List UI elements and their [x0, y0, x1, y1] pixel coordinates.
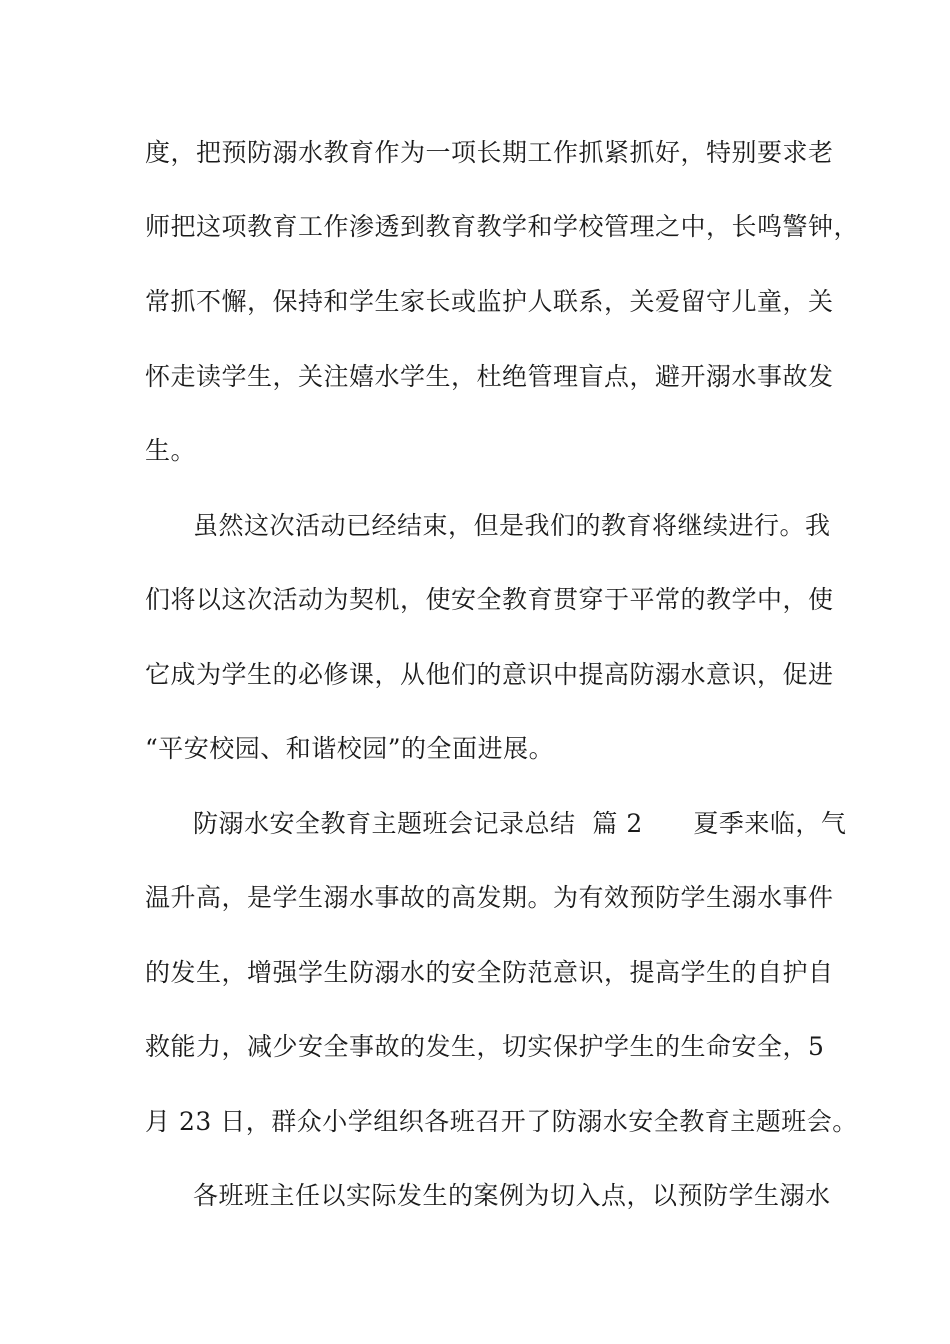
text-line: 温升高，是学生溺水事故的高发期。为有效预防学生溺水事件	[145, 883, 834, 912]
text-line: “平安校园、和谐校园”的全面进展。	[145, 734, 555, 763]
text-line: 们将以这次活动为契机，使安全教育贯穿于平常的教学中，使	[145, 585, 834, 614]
text-line: 师把这项教育工作渗透到教育教学和学校管理之中，长鸣警钟，	[145, 212, 860, 241]
text-line: 救能力，减少安全事故的发生，切实保护学生的生命安全，5	[145, 1032, 825, 1061]
text-line: 它成为学生的必修课，从他们的意识中提高防溺水意识，促进	[145, 660, 834, 689]
text-line: 月 23 日，群众小学组织各班召开了防溺水安全教育主题班会。	[145, 1107, 858, 1136]
text-line: 怀走读学生，关注嬉水学生，杜绝管理盲点，避开溺水事故发	[145, 362, 834, 391]
paragraph-start-line: 虽然这次活动已经结束，但是我们的教育将继续进行。我	[193, 511, 831, 540]
paragraph-start-line: 各班班主任以实际发生的案例为切入点，以预防学生溺水	[193, 1181, 831, 1210]
text-line: 的发生，增强学生防溺水的安全防范意识，提高学生的自护自	[145, 958, 834, 987]
section-heading-line: 防溺水安全教育主题班会记录总结 篇 2 夏季来临，气	[193, 809, 847, 838]
text-line: 生。	[145, 436, 197, 465]
text-line: 常抓不懈，保持和学生家长或监护人联系，关爱留守儿童，关	[145, 287, 834, 316]
text-line: 度，把预防溺水教育作为一项长期工作抓紧抓好，特别要求老	[145, 138, 834, 167]
